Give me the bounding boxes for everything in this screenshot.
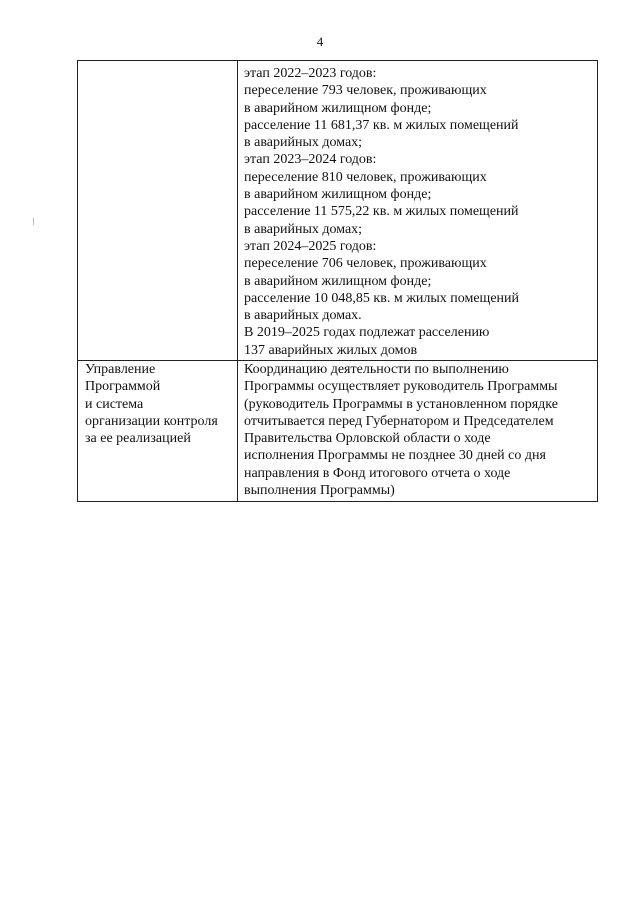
text-line: за ее реализацией	[85, 431, 191, 447]
text-line: Правительства Орловской области о ходе	[244, 431, 491, 447]
text-line: Программой	[85, 379, 161, 395]
text-line: переселение 810 человек, проживающих	[244, 169, 487, 185]
text-line: организации контроля	[85, 413, 218, 429]
text-line: направления в Фонд итогового отчета о ходе	[244, 465, 511, 481]
text-line: расселение 10 048,85 кв. м жилых помещений	[244, 290, 520, 306]
text-line: этап 2022–2023 годов:	[244, 66, 377, 81]
text-line: в аварийном жилищном фонде;	[244, 100, 432, 116]
text-line: Управление	[85, 362, 156, 377]
text-line: в аварийном жилищном фонде;	[244, 187, 432, 203]
text-line: В 2019–2025 годах подлежат расселению	[244, 325, 490, 341]
text-line: в аварийном жилищном фонде;	[244, 273, 432, 289]
text-line: расселение 11 575,22 кв. м жилых помещений	[244, 204, 519, 220]
text-line: Программы осуществляет руководитель Программы	[244, 379, 558, 395]
text-line: этап 2024–2025 годов:	[244, 238, 377, 254]
row1-left-cell	[78, 61, 238, 361]
text-line: переселение 793 человек, проживающих	[244, 83, 487, 99]
margin-mark	[33, 218, 34, 225]
text-line: 137 аварийных жилых домов	[244, 342, 418, 358]
text-line: (руководитель Программы в установленном порядке	[244, 396, 558, 412]
text-line: и система	[85, 396, 144, 412]
text-line: Координацию деятельности по выполнению	[244, 362, 509, 377]
row2-right-cell	[238, 361, 598, 502]
text-line: выполнения Программы)	[244, 483, 395, 499]
text-line: отчитывается перед Губернатором и Председателем	[244, 413, 554, 429]
row1-right-cell	[238, 61, 598, 361]
row2-left-cell	[78, 361, 238, 502]
page-number: 4	[316, 34, 324, 49]
text-line: расселение 11 681,37 кв. м жилых помещений	[244, 117, 519, 133]
program-passport-table	[77, 60, 598, 502]
text-line: исполнения Программы не позднее 30 дней со дня	[244, 448, 546, 464]
text-line: этап 2023–2024 годов:	[244, 152, 377, 168]
table-row	[78, 61, 598, 361]
text-line: в аварийных домах.	[244, 308, 362, 324]
table-row	[78, 361, 598, 502]
text-line: в аварийных домах;	[244, 221, 363, 237]
text-line: в аварийных домах;	[244, 135, 363, 151]
text-line: переселение 706 человек, проживающих	[244, 256, 487, 272]
